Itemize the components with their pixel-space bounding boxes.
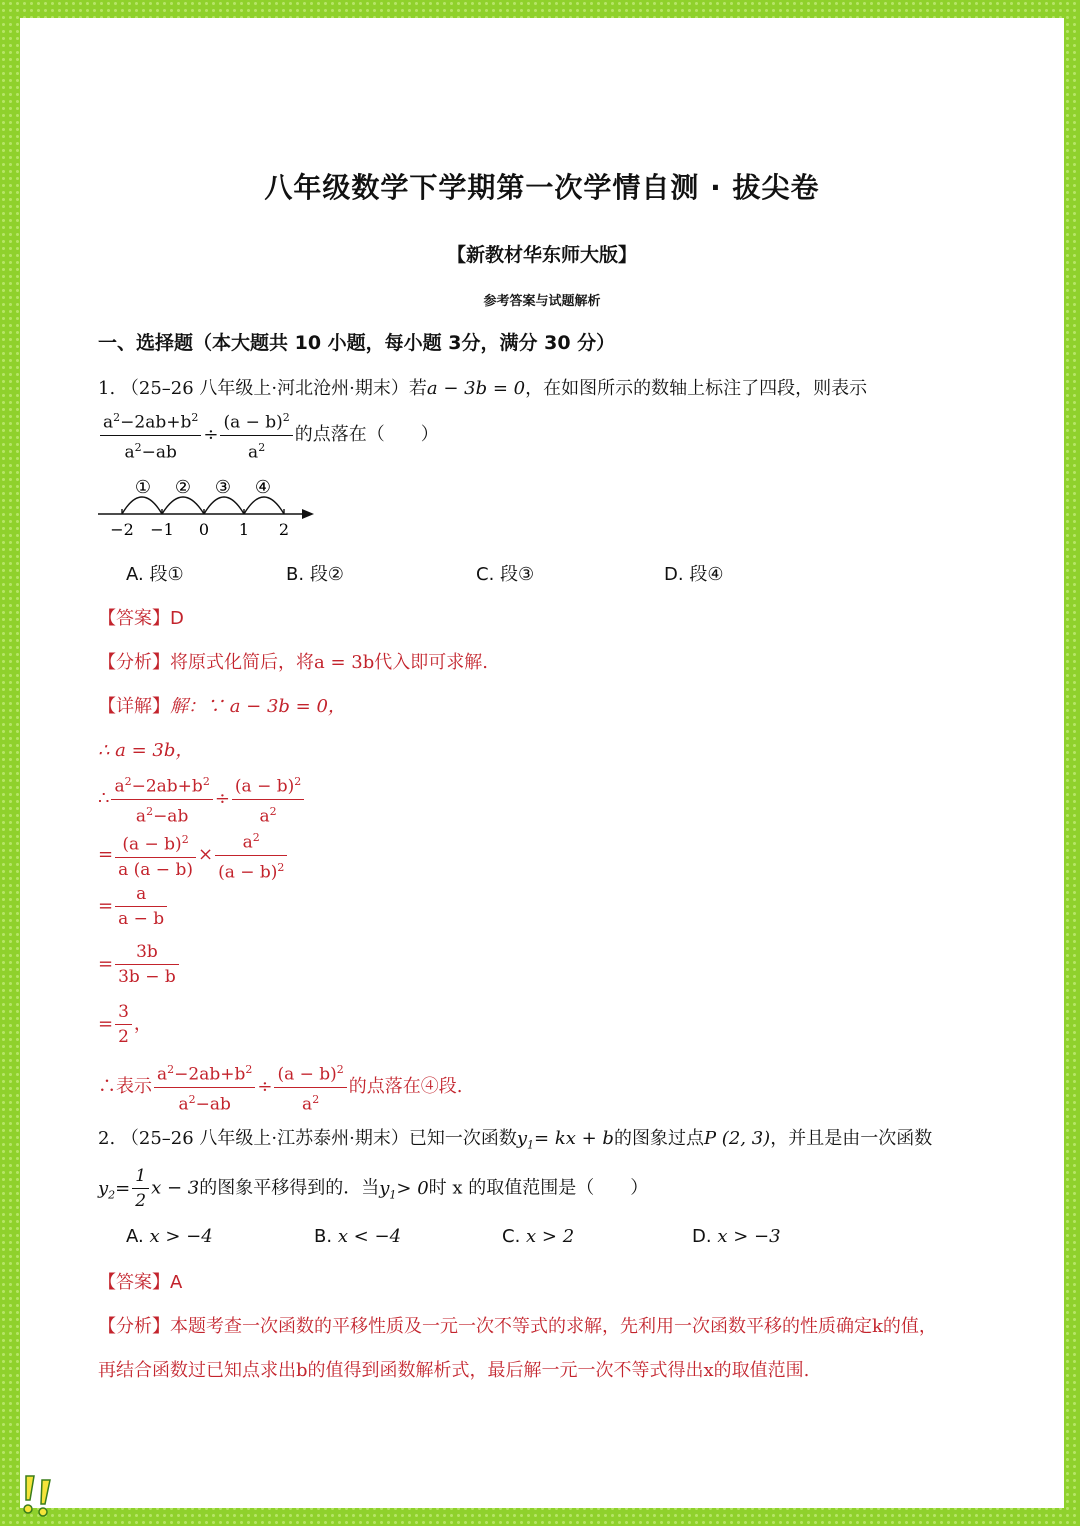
step-2: = $\frac{(a - b)^2}{a (a - b)}$ × $\frac{a^2}{(a - b)^2}$: [98, 826, 289, 884]
conclusion-1: ∴表示 $\frac{a^2-2ab+b^2}{a^2-ab}$ ÷ $\frac{(a - b)^2}{a^2}$ 的点落在④段.: [98, 1063, 463, 1115]
arrow-icon: [302, 509, 314, 519]
question-2-line2: $y_2=$ $\frac{1}{2}$ x − 3的图象平移得到的．当$y_1> 0$时 x 的取值范围是（ ）: [98, 1166, 649, 1211]
segment-arc: [244, 497, 284, 514]
analysis-2-line2: 再结合函数过已知点求出b的值得到函数解析式，最后解一元一次不等式得出x的取值范围.: [98, 1360, 810, 1381]
tick-label: 0: [198, 520, 210, 539]
option-a[interactable]: A. x > −4: [126, 1226, 213, 1247]
option-b[interactable]: B. x < −4: [314, 1226, 402, 1247]
tick-label: −1: [150, 520, 174, 539]
answer-1: 【答案】D: [98, 608, 184, 629]
answer-sheet-page: [20, 18, 1064, 1508]
tick-label: 2: [278, 520, 290, 539]
segment-label-1: ①: [134, 477, 152, 498]
option-c[interactable]: C. x > 2: [502, 1226, 575, 1247]
answer-2: 【答案】A: [98, 1272, 183, 1293]
tick-label: 1: [238, 520, 250, 539]
page-subtitle: 参考答案与试题解析: [483, 294, 601, 309]
option-d[interactable]: D. x > −3: [692, 1226, 781, 1247]
option-a[interactable]: A. 段①: [126, 564, 184, 585]
fraction: $\frac{(a - b)^2}{a^2}$: [220, 406, 292, 464]
question-1-stem-rest: ，在如图所示的数轴上标注了四段，则表示: [525, 378, 868, 399]
step-5: = $\frac{3}{2}$ ，: [98, 1002, 152, 1047]
question-1-condition: a − 3b = 0: [426, 378, 526, 399]
number-line-figure: [94, 472, 324, 542]
option-c[interactable]: C. 段③: [476, 564, 535, 585]
section-heading: 一、选择题（本大题共 10 小题，每小题 3分，满分 30 分）: [98, 332, 616, 354]
option-b[interactable]: B. 段②: [286, 564, 344, 585]
question-1-expression: $\frac{a^2-2ab+b^2}{a^2-ab}$ ÷ $\frac{(a - b)^2}{a^2}$ 的点落在（ ）: [98, 406, 439, 464]
segment-label-4: ④: [254, 477, 272, 498]
fraction: $\frac{a^2-2ab+b^2}{a^2-ab}$: [100, 406, 201, 464]
analysis-2-line1: 【分析】本题考查一次函数的平移性质及一元一次不等式的求解，先利用一次函数平移的性质确定k的值，: [98, 1316, 937, 1337]
step-3: = $\frac{a}{a - b}$: [98, 882, 169, 931]
segment-arc: [122, 497, 162, 514]
question-2-stem: 2. （25–26 八年级上·江苏泰州·期末）已知一次函数$y_1=$ kx + b的图象过点P (2, 3)，并且是由一次函数: [98, 1128, 933, 1152]
segment-arc: [204, 497, 244, 514]
question-1-expression-tail: 的点落在（ ）: [294, 424, 439, 446]
question-1-stem: [98, 374, 867, 400]
step-1: ∴ $\frac{a^2-2ab+b^2}{a^2-ab}$ ÷ $\frac{(a - b)^2}{a^2}$: [98, 770, 306, 828]
step-a-equals-3b: ∴ a = 3b，: [98, 740, 194, 761]
exclamation-logo-icon: [18, 1472, 58, 1518]
segment-label-2: ②: [174, 477, 192, 498]
page-title: 八年级数学下学期第一次学情自测 · 拔尖卷: [264, 171, 820, 204]
step-4: = $\frac{3b}{3b - b}$: [98, 940, 181, 989]
option-d[interactable]: D. 段④: [664, 564, 724, 585]
tick-label: −2: [110, 520, 134, 539]
detail-1: 【详解】解：∵ a − 3b = 0，: [98, 696, 346, 717]
question-1-prefix: 1. （25–26 八年级上·河北沧州·期末）若: [98, 378, 427, 399]
analysis-1: 【分析】将原式化简后，将a = 3b代入即可求解.: [98, 652, 488, 673]
segment-arc: [162, 497, 204, 514]
segment-label-3: ③: [214, 477, 232, 498]
edition-label: 【新教材华东师大版】: [446, 244, 637, 266]
